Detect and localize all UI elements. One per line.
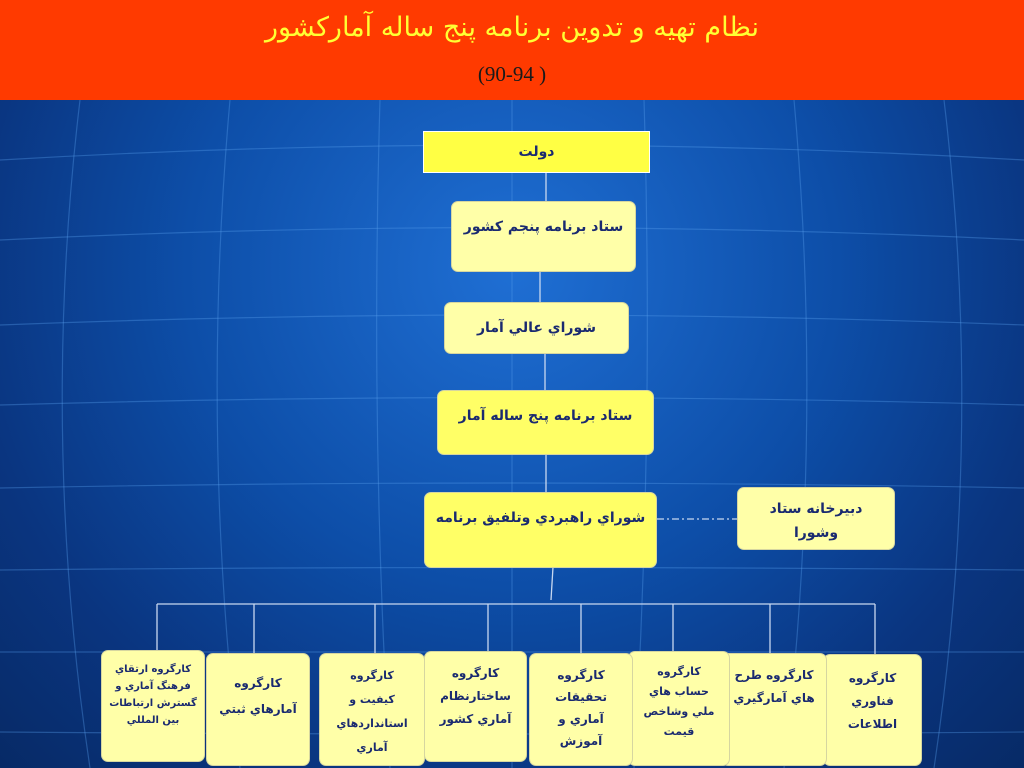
working-group-label: كارگروه كيفيت و استانداردهاي آماري	[336, 669, 408, 754]
working-group-system-structure	[424, 651, 527, 762]
stats-plan-hq-box	[437, 390, 654, 455]
working-group-label: كارگروه تحقيقات آماري و آموزش	[555, 668, 607, 748]
strategic-council-label: شوراي راهبردي وتلفيق برنامه	[435, 510, 646, 526]
page-title: نظام تهيه و تدوين برنامه پنج ساله آماركشور	[265, 12, 759, 43]
working-group-quality-standards	[319, 653, 425, 766]
working-group-culture-intl	[101, 650, 205, 762]
government-box	[423, 131, 650, 173]
working-group-label: كارگروه طرح هاي آمارگيري	[733, 668, 815, 705]
working-group-label: كارگروه آمارهاي ثبتي	[219, 676, 297, 716]
secretariat-box	[737, 487, 895, 550]
fifth-plan-hq-box	[451, 201, 636, 272]
fifth-plan-hq-label: ستاد برنامه پنجم كشور	[463, 219, 624, 235]
working-group-registered-stats	[206, 653, 310, 766]
working-group-national-accounts	[628, 651, 730, 766]
working-group-label: كارگروه ارتقاي فرهنگ آماري و گسترش ارتباطات بين المللي	[109, 664, 197, 726]
page-subtitle: (90-94 )	[477, 62, 547, 86]
secretariat-label: دبيرخانه ستاد وشورا	[769, 501, 863, 541]
high-council-label: شوراي عالي آمار	[477, 320, 597, 336]
stats-plan-hq-label: ستاد برنامه پنج ساله آمار	[458, 408, 633, 424]
government-label: دولت	[518, 144, 555, 160]
working-group-label: كارگروه فناوري اطلاعات	[847, 671, 898, 731]
working-group-it	[823, 654, 922, 766]
working-group-label: كارگروه حساب هاي ملي وشاخص قيمت	[643, 665, 715, 738]
working-group-survey-design	[721, 653, 827, 766]
high-council-box	[444, 302, 629, 354]
working-group-label: كارگروه ساختارنظام آماري كشور	[439, 666, 512, 726]
strategic-council-box	[424, 492, 657, 568]
working-group-research-training	[529, 653, 633, 766]
